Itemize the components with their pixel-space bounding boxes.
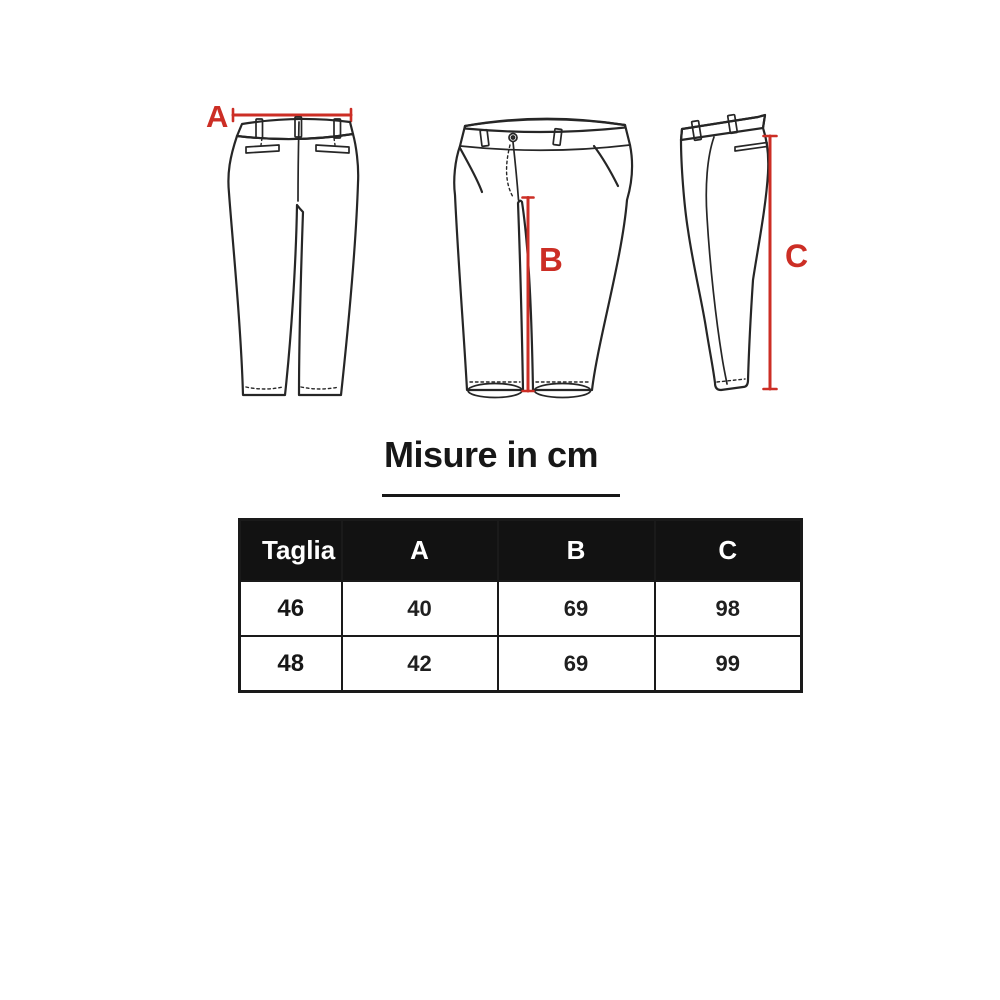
- pants-side-view-diagram: [655, 95, 790, 410]
- measure-label-b: B: [539, 241, 563, 278]
- measure-label-c: C: [785, 238, 809, 274]
- cell-measure-a: 42: [342, 636, 498, 692]
- cell-measure-b: 69: [498, 581, 655, 636]
- header-cell-c: C: [655, 520, 802, 582]
- cell-measure-c: 99: [655, 636, 802, 692]
- size-table-header-row: [240, 520, 802, 582]
- title-underline: [382, 494, 620, 497]
- header-cell-b: B: [498, 520, 655, 582]
- cell-measure-a: 40: [342, 581, 498, 636]
- size-table: [238, 518, 803, 693]
- size-table-row-46: [240, 581, 802, 636]
- size-table-row-48: [240, 636, 802, 692]
- measure-label-a: A: [206, 99, 229, 134]
- pants-back-view-diagram: [200, 95, 375, 410]
- cell-measure-b: 69: [498, 636, 655, 692]
- header-cell-a: A: [342, 520, 498, 582]
- cell-size: 46: [240, 581, 342, 636]
- measure-line-c-icon: [764, 136, 777, 389]
- pants-front-view-diagram: [450, 95, 640, 410]
- cell-measure-c: 98: [655, 581, 802, 636]
- header-cell-taglia: Taglia: [240, 520, 342, 582]
- cell-size: 48: [240, 636, 342, 692]
- size-chart-title: Misure in cm: [383, 434, 599, 475]
